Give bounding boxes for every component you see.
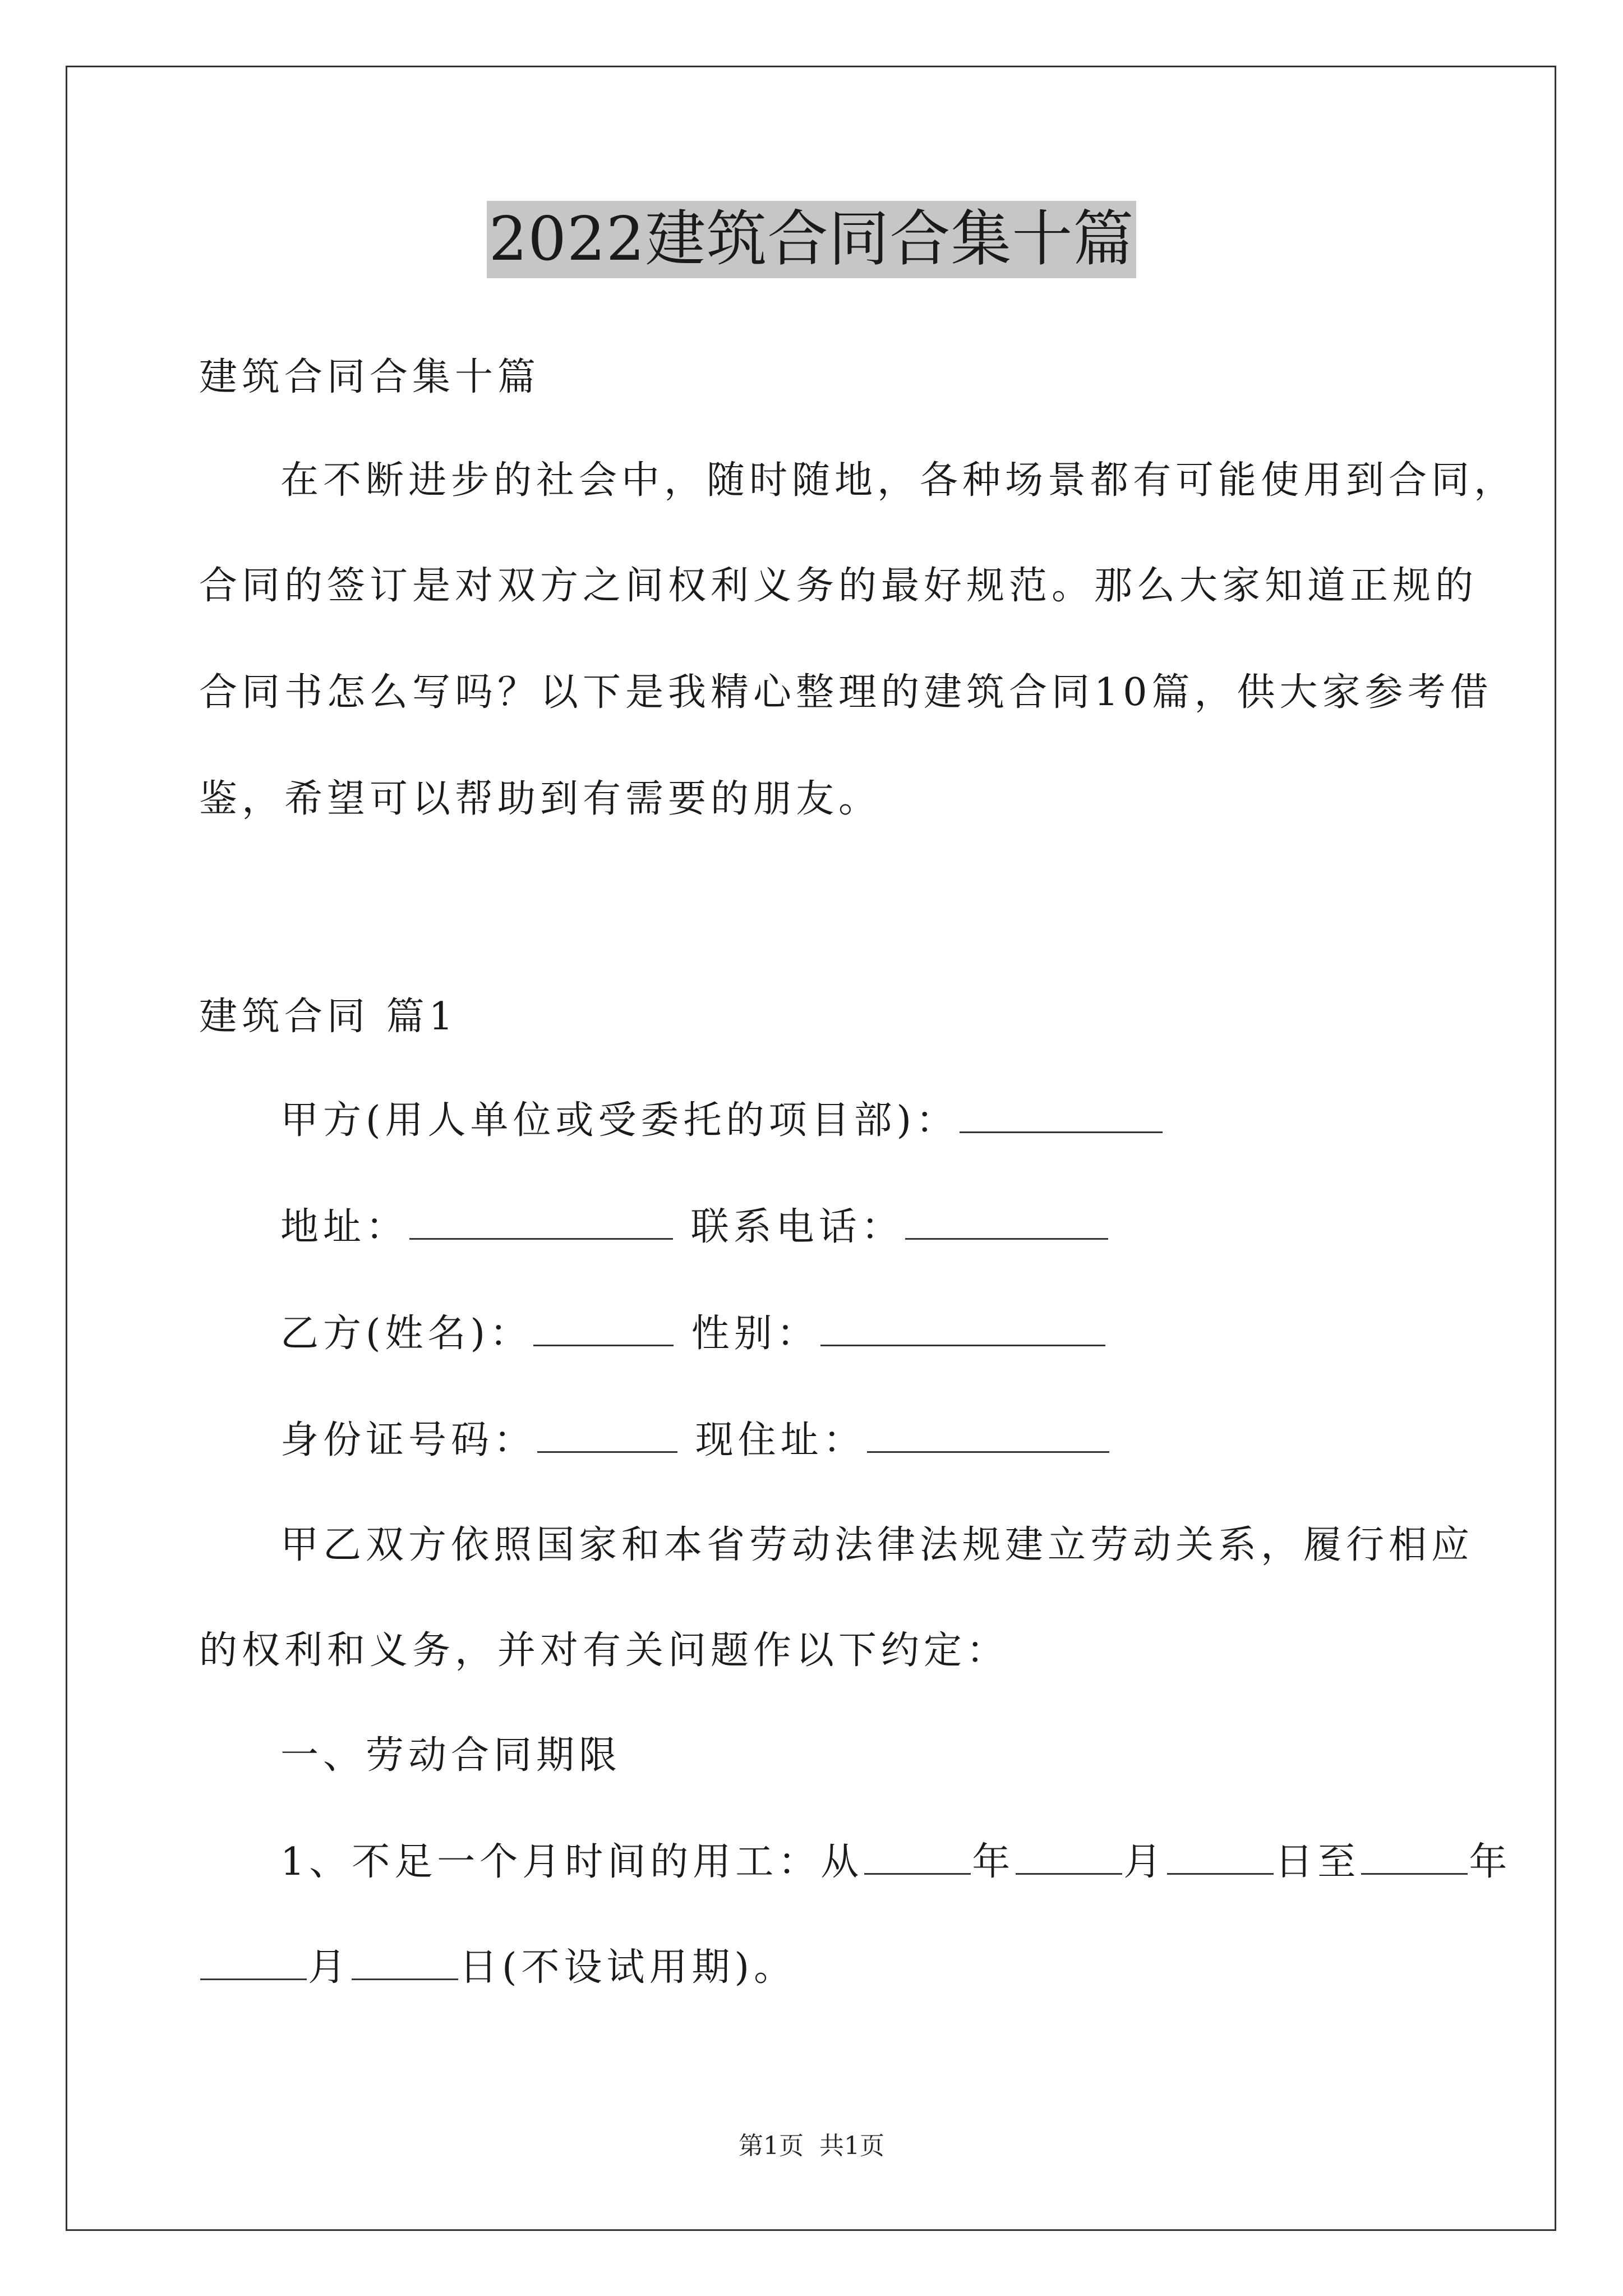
party-a-blank — [960, 1099, 1163, 1133]
party-a-row — [280, 1096, 1164, 1146]
start-day-blank — [1167, 1841, 1274, 1875]
intro-line-1: 在不断进步的社会中，随时随地，各种场景都有可能使用到合同， — [280, 458, 1517, 503]
title-block — [0, 201, 1623, 278]
residence-blank — [867, 1419, 1109, 1453]
gender-label: 性别： — [691, 1312, 819, 1356]
start-year-label: 年 — [972, 1840, 1015, 1884]
clause-1-row-2 — [199, 1943, 796, 1993]
party-b-blank — [533, 1312, 674, 1346]
intro-line-2: 合同的签订是对双方之间权利义务的最好规范。那么大家知道正规的 — [199, 564, 1478, 608]
start-month-label: 月 — [1123, 1840, 1166, 1884]
address-blank — [409, 1205, 673, 1240]
address-row — [280, 1202, 1109, 1253]
address-label: 地址： — [280, 1205, 409, 1249]
end-month-blank — [200, 1946, 307, 1980]
clause-heading: 一、劳动合同期限 — [280, 1733, 622, 1778]
clause-1-prefix: 1、不足一个月时间的用工：从 — [280, 1840, 864, 1884]
end-month-label: 月 — [308, 1945, 351, 1990]
day-to-label: 日至 — [1275, 1840, 1361, 1884]
party-b-label: 乙方(姓名)： — [280, 1312, 533, 1356]
end-year-label: 年 — [1469, 1840, 1512, 1884]
residence-label: 现住址： — [695, 1418, 866, 1462]
intro-line-4: 鉴，希望可以帮助到有需要的朋友。 — [199, 777, 882, 821]
day-end-label: 日(不设试用期)。 — [459, 1945, 797, 1990]
id-blank — [537, 1419, 677, 1453]
start-year-blank — [864, 1841, 971, 1875]
phone-label: 联系电话： — [690, 1205, 904, 1249]
section-heading: 建筑合同 篇1 — [199, 995, 458, 1039]
agreement-line-1: 甲乙双方依照国家和本省劳动法律法规建立劳动关系，履行相应 — [280, 1523, 1474, 1567]
subtitle: 建筑合同合集十篇 — [199, 355, 541, 399]
party-a-label: 甲方(用人单位或受委托的项目部)： — [280, 1098, 959, 1143]
end-day-blank — [352, 1946, 458, 1980]
intro-line-3: 合同书怎么写吗？以下是我精心整理的建筑合同10篇，供大家参考借 — [199, 670, 1493, 715]
agreement-line-2: 的权利和义务，并对有关问题作以下约定： — [199, 1628, 1009, 1673]
id-row — [280, 1415, 1110, 1466]
start-month-blank — [1016, 1841, 1122, 1875]
phone-blank — [905, 1205, 1108, 1240]
clause-1-row-1 — [280, 1837, 1511, 1888]
end-year-blank — [1361, 1841, 1468, 1875]
party-b-row — [280, 1309, 1106, 1359]
document-title: 2022建筑合同合集十篇 — [487, 201, 1137, 278]
id-label: 身份证号码： — [280, 1418, 537, 1462]
page-footer: 第1页 共1页 — [739, 2132, 884, 2160]
gender-blank — [820, 1312, 1105, 1346]
